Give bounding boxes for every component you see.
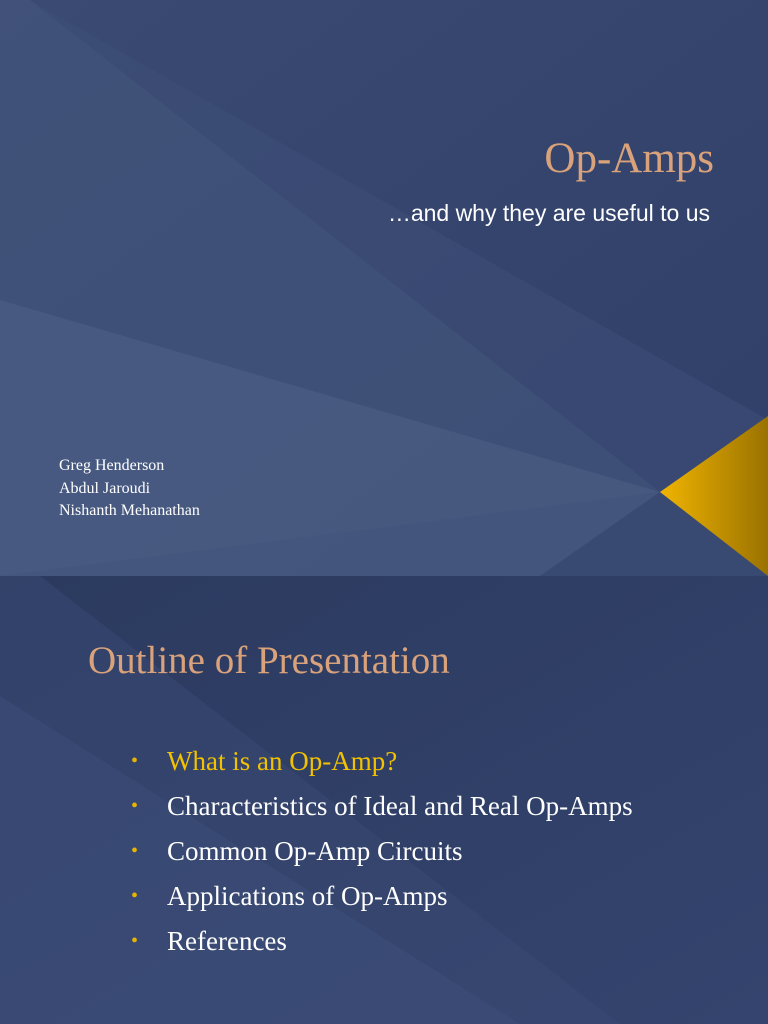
list-item [131,874,633,919]
bullet-icon: • [131,750,139,772]
slide-subtitle: …and why they are useful to us [387,200,710,226]
list-item-text: Applications of Op-Amps [167,881,448,911]
bullet-icon: • [131,795,139,817]
bullet-icon: • [131,930,139,952]
list-item [131,784,633,829]
slide-title: Outline of Presentation [88,639,450,682]
outline-slide [0,576,768,1024]
list-item-text: Common Op-Amp Circuits [167,836,463,866]
slide-title: Op-Amps [544,135,714,182]
list-item [131,829,633,874]
author-name: Abdul Jaroudi [59,479,151,497]
author-name: Greg Henderson [59,457,165,474]
list-item-text: What is an Op-Amp? [167,746,398,776]
author-name: Nishanth Mehanathan [59,502,200,519]
outline-list [131,739,633,964]
list-item-text: References [167,926,287,956]
author-list [59,455,200,523]
list-item [131,919,633,964]
list-item [131,739,633,784]
list-item-text: Characteristics of Ideal and Real Op-Amps [167,791,633,821]
bullet-icon: • [131,885,139,907]
bullet-icon: • [131,840,139,862]
